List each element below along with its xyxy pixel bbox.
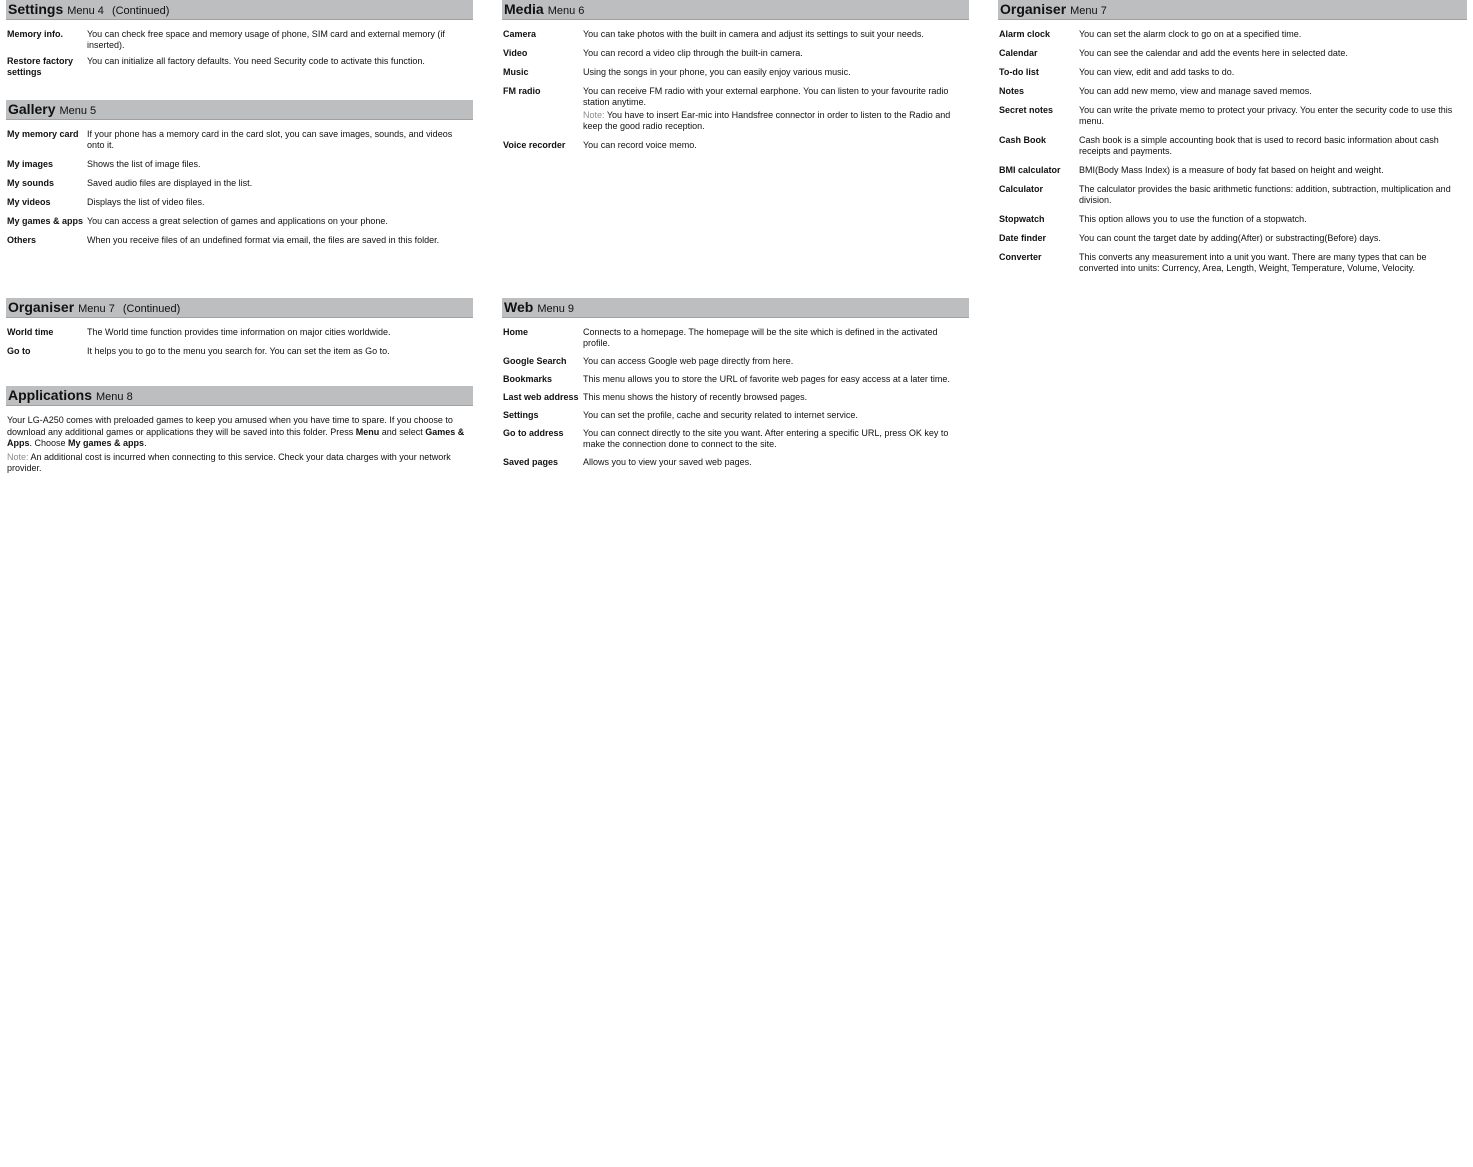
- row-term: My images: [7, 159, 54, 169]
- definition-row: [502, 29, 969, 40]
- definition-row: [502, 428, 969, 450]
- row-description: Shows the list of image files.: [87, 159, 201, 169]
- row-description: Using the songs in your phone, you can easily enjoy various music.: [583, 67, 851, 77]
- row-term: Last web address: [503, 392, 579, 402]
- section-menu-number: Menu 6: [547, 5, 585, 17]
- row-description: This menu allows you to store the URL of favorite web pages for easy access at a later time.: [583, 374, 950, 384]
- definition-row: [6, 327, 473, 338]
- definition-row: [6, 197, 473, 208]
- row-term: BMI calculator: [999, 165, 1061, 175]
- row-term: World time: [7, 327, 54, 337]
- applications-paragraph: Your LG-A250 comes with preloaded games to keep you amused when you have time to spare. If you choose to download any additional games or applications they will be saved into this folder. Press Menu and select Games & Apps. Choose My games & apps.: [7, 415, 465, 448]
- definition-row: [502, 140, 969, 151]
- row-description: You can see the calendar and add the events here in selected date.: [1079, 48, 1348, 58]
- definition-row: [998, 252, 1467, 274]
- fm-description: You can receive FM radio with your external earphone. You can listen to your favourite radio station anytime.: [583, 86, 949, 107]
- section-header: [6, 386, 473, 406]
- row-description: Cash book is a simple accounting book that is used to record basic information about cash receipts and payments.: [1079, 135, 1439, 156]
- definition-row: [998, 233, 1467, 244]
- row-term: Voice recorder: [503, 140, 566, 150]
- definition-row: [998, 214, 1467, 225]
- applications-section: [6, 386, 473, 475]
- section-header: [6, 0, 473, 20]
- section-header: [502, 298, 969, 318]
- row-term: Home: [503, 327, 529, 337]
- row-description: You can access Google web page directly from here.: [583, 356, 794, 366]
- row-term: Music: [503, 67, 529, 77]
- definition-row: [502, 410, 969, 421]
- note-text: You have to insert Ear-mic into Handsfree connector in order to listen to the Radio and keep the good radio reception.: [583, 110, 951, 131]
- section-continued: (Continued): [111, 5, 170, 17]
- row-description: [583, 86, 969, 132]
- section-menu-number: Menu 7: [1070, 5, 1107, 17]
- definition-row: [998, 48, 1467, 59]
- definition-row: [998, 67, 1467, 78]
- row-description: Allows you to view your saved web pages.: [583, 457, 752, 467]
- row-term: Converter: [999, 252, 1042, 262]
- organiser-continued-section: [6, 298, 473, 362]
- row-description: The World time function provides time information on major cities worldwide.: [87, 327, 391, 337]
- row-term: Saved pages: [503, 457, 559, 467]
- definition-row: [502, 374, 969, 385]
- section-header: [502, 0, 969, 20]
- row-term: Notes: [999, 86, 1025, 96]
- row-description: Saved audio files are displayed in the list.: [87, 178, 253, 188]
- gallery-section: [6, 100, 473, 254]
- section-title: Applications: [8, 387, 93, 403]
- section-menu-number: Menu 4: [67, 5, 104, 17]
- row-description: When you receive files of an undefined format via email, the files are saved in this folder.: [87, 235, 440, 245]
- row-description: This option allows you to use the function of a stopwatch.: [1079, 214, 1307, 224]
- row-description: You can check free space and memory usage of phone, SIM card and external memory (if inserted).: [87, 29, 445, 50]
- row-term: To-do list: [999, 67, 1039, 77]
- fm-note: [583, 110, 967, 132]
- section-header: [998, 0, 1467, 20]
- row-description: If your phone has a memory card in the card slot, you can save images, sounds, and videos onto it.: [87, 129, 453, 150]
- row-term: Cash Book: [999, 135, 1047, 145]
- section-menu-number: Menu 7: [78, 303, 115, 315]
- definition-row: [502, 48, 969, 59]
- row-description: Connects to a homepage. The homepage will be the site which is defined in the activated profile.: [583, 327, 938, 348]
- definition-row: [998, 165, 1467, 176]
- section-header: [6, 100, 473, 120]
- section-header: [6, 298, 473, 318]
- row-term: Video: [503, 48, 528, 58]
- row-term: Go to address: [503, 428, 564, 438]
- media-section: [502, 0, 969, 156]
- definition-row: [998, 105, 1467, 127]
- row-description: It helps you to go to the menu you search for. You can set the item as Go to.: [87, 346, 390, 356]
- definition-row: [998, 86, 1467, 97]
- row-description: The calculator provides the basic arithmetic functions: addition, subtraction, multiplication and division.: [1079, 184, 1451, 205]
- definition-row: [502, 457, 969, 468]
- definition-row: [998, 29, 1467, 40]
- definition-row: [6, 235, 473, 246]
- organiser-section: [998, 0, 1467, 279]
- definition-row: [6, 178, 473, 189]
- definition-row: [502, 67, 969, 78]
- row-description: You can connect directly to the site you want. After entering a specific URL, press OK key to make the connection done to connect to the site.: [583, 428, 949, 449]
- row-term: My memory card: [7, 129, 79, 139]
- definition-row: [6, 216, 473, 227]
- row-description: Displays the list of video files.: [87, 197, 205, 207]
- row-term: Memory info.: [7, 29, 64, 39]
- row-description: You can record a video clip through the built-in camera.: [583, 48, 803, 58]
- row-description: You can count the target date by adding(After) or substracting(Before) days.: [1079, 233, 1381, 243]
- row-description: You can set the profile, cache and security related to internet service.: [583, 410, 858, 420]
- section-title: Web: [504, 299, 534, 315]
- row-description: This converts any measurement into a unit you want. There are many types that can be converted into units: Currency, Area, Length, Weight, Temperature, Volume, Velocity.: [1079, 252, 1427, 273]
- row-description: You can initialize all factory defaults. You need Security code to activate this function.: [87, 56, 425, 66]
- row-description: You can write the private memo to protect your privacy. You enter the security code to use this menu.: [1079, 105, 1453, 126]
- row-term: FM radio: [503, 86, 541, 96]
- row-description: You can set the alarm clock to go on at a specified time.: [1079, 29, 1302, 39]
- definition-row: [6, 29, 473, 51]
- row-term: Stopwatch: [999, 214, 1045, 224]
- definition-row: [502, 392, 969, 403]
- row-term: Others: [7, 235, 37, 245]
- row-description: BMI(Body Mass Index) is a measure of body fat based on height and weight.: [1079, 165, 1384, 175]
- section-continued: (Continued): [122, 303, 181, 315]
- row-term: Google Search: [503, 356, 567, 366]
- row-term: My sounds: [7, 178, 55, 188]
- row-term: Settings: [503, 410, 539, 420]
- row-term: My games & apps: [7, 216, 84, 226]
- row-term: Calculator: [999, 184, 1044, 194]
- definition-row: [998, 184, 1467, 206]
- web-section: [502, 298, 969, 473]
- definition-row: [6, 346, 473, 357]
- note-text: An additional cost is incurred when connecting to this service. Check your data charges with your network provider.: [7, 451, 451, 473]
- section-menu-number: Menu 8: [96, 391, 133, 403]
- note-label: Note:: [583, 110, 605, 120]
- definition-row: [502, 356, 969, 367]
- definition-row: [502, 86, 969, 132]
- row-description: You can view, edit and add tasks to do.: [1079, 67, 1235, 77]
- row-term: Calendar: [999, 48, 1038, 58]
- section-title: Media: [504, 1, 544, 17]
- row-description: You can record voice memo.: [583, 140, 697, 150]
- definition-row: [6, 56, 473, 78]
- row-term: Camera: [503, 29, 537, 39]
- settings-section: [6, 0, 473, 83]
- section-title: Organiser: [8, 299, 75, 315]
- section-title: Gallery: [8, 101, 56, 117]
- row-term: Bookmarks: [503, 374, 553, 384]
- definition-row: [998, 135, 1467, 157]
- section-title: Organiser: [1000, 1, 1067, 17]
- row-term: Alarm clock: [999, 29, 1051, 39]
- row-term: Secret notes: [999, 105, 1054, 115]
- definition-row: [6, 159, 473, 170]
- row-description: You can add new memo, view and manage saved memos.: [1079, 86, 1312, 96]
- section-menu-number: Menu 9: [537, 303, 575, 315]
- row-term: My videos: [7, 197, 51, 207]
- definition-row: [6, 129, 473, 151]
- definition-row: [502, 327, 969, 349]
- row-term: Date finder: [999, 233, 1047, 243]
- row-description: You can access a great selection of games and applications on your phone.: [87, 216, 388, 226]
- section-title: Settings: [8, 1, 64, 17]
- applications-note: [6, 452, 473, 475]
- row-description: You can take photos with the built in camera and adjust its settings to suit your needs.: [583, 29, 924, 39]
- note-label: Note:: [7, 451, 29, 462]
- section-menu-number: Menu 5: [59, 105, 97, 117]
- row-term: Restore factory settings: [7, 56, 74, 77]
- row-term: Go to: [7, 346, 31, 356]
- row-description: This menu shows the history of recently browsed pages.: [583, 392, 808, 402]
